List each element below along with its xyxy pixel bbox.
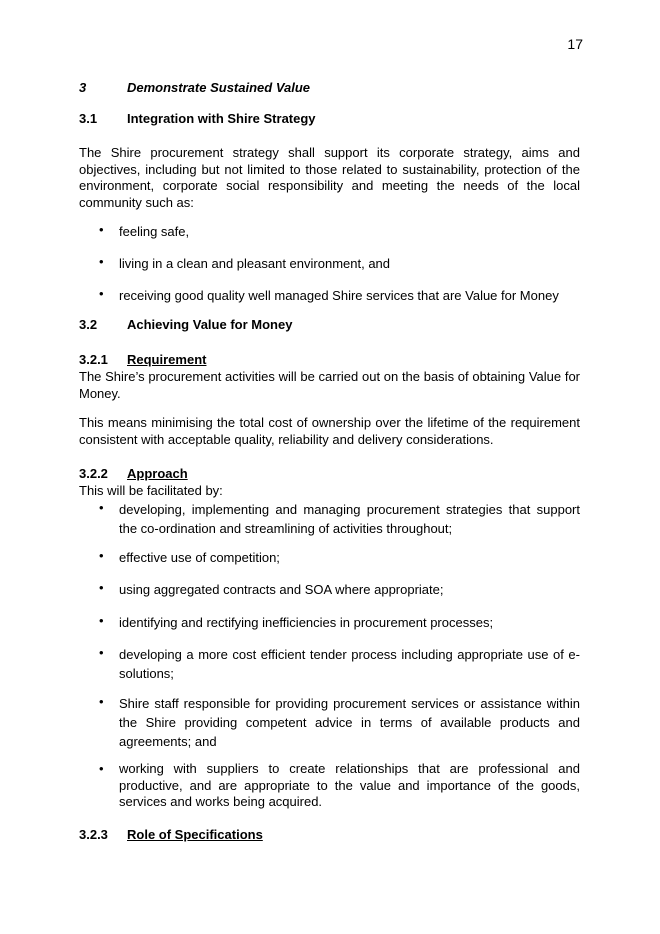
- list-item: [79, 254, 580, 273]
- bullet-icon: •: [99, 645, 104, 660]
- heading-3-2-3-number: 3.2.3: [79, 827, 108, 842]
- heading-3-2-title: Achieving Value for Money: [127, 317, 293, 332]
- bullet-icon: •: [99, 580, 104, 595]
- heading-3-2-3-title: Role of Specifications: [127, 827, 263, 842]
- list-item-text: effective use of competition;: [119, 550, 280, 565]
- heading-3-2-3: [79, 827, 263, 842]
- list-item-text: developing, implementing and managing procurement strategies that support the co-ordination and streamlining of activities throughout;: [119, 502, 580, 536]
- list-item-text: working with suppliers to create relationships that are professional and productive, and are appropriate to the value and importance of the goods, services and works being acquired.: [119, 761, 580, 809]
- list-item-text: identifying and rectifying inefficiencies in procurement processes;: [119, 615, 494, 630]
- heading-3-2-2-number: 3.2.2: [79, 466, 108, 481]
- list-item-text: Shire staff responsible for providing procurement services or assistance within the Shire providing competent advice in terms of available products and agreements; and: [119, 696, 580, 749]
- list-item-text: developing a more cost efficient tender process including appropriate use of e-solutions;: [119, 647, 580, 681]
- list-item: [79, 500, 580, 538]
- list-item-text: receiving good quality well managed Shire services that are Value for Money: [119, 288, 559, 303]
- heading-3-2-2-title: Approach: [127, 466, 188, 481]
- list-item-text: feeling safe,: [119, 224, 190, 239]
- list-item: [79, 761, 580, 811]
- list-item: [79, 613, 580, 632]
- integration-paragraph: The Shire procurement strategy shall support its corporate strategy, aims and objectives, including but not limited to those related to sustainability, protection of the environment, corporate social responsibility and meeting the needs of the local community such as:: [79, 145, 580, 210]
- section-heading: [79, 80, 310, 95]
- requirement-paragraph-2: This means minimising the total cost of ownership over the lifetime of the requirement consistent with acceptable quality, reliability and delivery considerations.: [79, 415, 580, 447]
- bullet-icon: •: [99, 548, 104, 563]
- heading-3-1-number: 3.1: [79, 111, 98, 126]
- bullet-icon: •: [99, 613, 104, 628]
- bullet-icon: •: [99, 222, 104, 237]
- heading-3-2-number: 3.2: [79, 317, 98, 332]
- heading-3-2-2: [79, 466, 188, 481]
- heading-3-1-title: Integration with Shire Strategy: [127, 111, 316, 126]
- heading-3-2-1: [79, 352, 206, 367]
- section-number: 3: [79, 80, 87, 95]
- bullet-icon: •: [99, 286, 104, 301]
- bullet-icon: •: [99, 694, 104, 709]
- heading-3-2: [79, 317, 292, 332]
- bullet-icon: •: [99, 254, 104, 269]
- list-item: [79, 222, 580, 241]
- heading-3-1: [79, 111, 316, 126]
- bullet-icon: •: [99, 761, 104, 776]
- page-number: 17: [567, 36, 583, 52]
- requirement-paragraph-1: The Shire’s procurement activities will be carried out on the basis of obtaining Value for Money.: [79, 369, 580, 401]
- list-item: [79, 286, 580, 305]
- list-item: [79, 694, 580, 751]
- approach-intro: This will be facilitated by:: [79, 483, 223, 498]
- list-item-text: using aggregated contracts and SOA where appropriate;: [119, 582, 444, 597]
- list-item: [79, 548, 580, 567]
- list-item-text: living in a clean and pleasant environment, and: [119, 256, 391, 271]
- list-item: [79, 580, 580, 599]
- section-title: Demonstrate Sustained Value: [127, 80, 311, 95]
- heading-3-2-1-title: Requirement: [127, 352, 207, 367]
- heading-3-2-1-number: 3.2.1: [79, 352, 108, 367]
- list-item: [79, 645, 580, 683]
- bullet-icon: •: [99, 500, 104, 515]
